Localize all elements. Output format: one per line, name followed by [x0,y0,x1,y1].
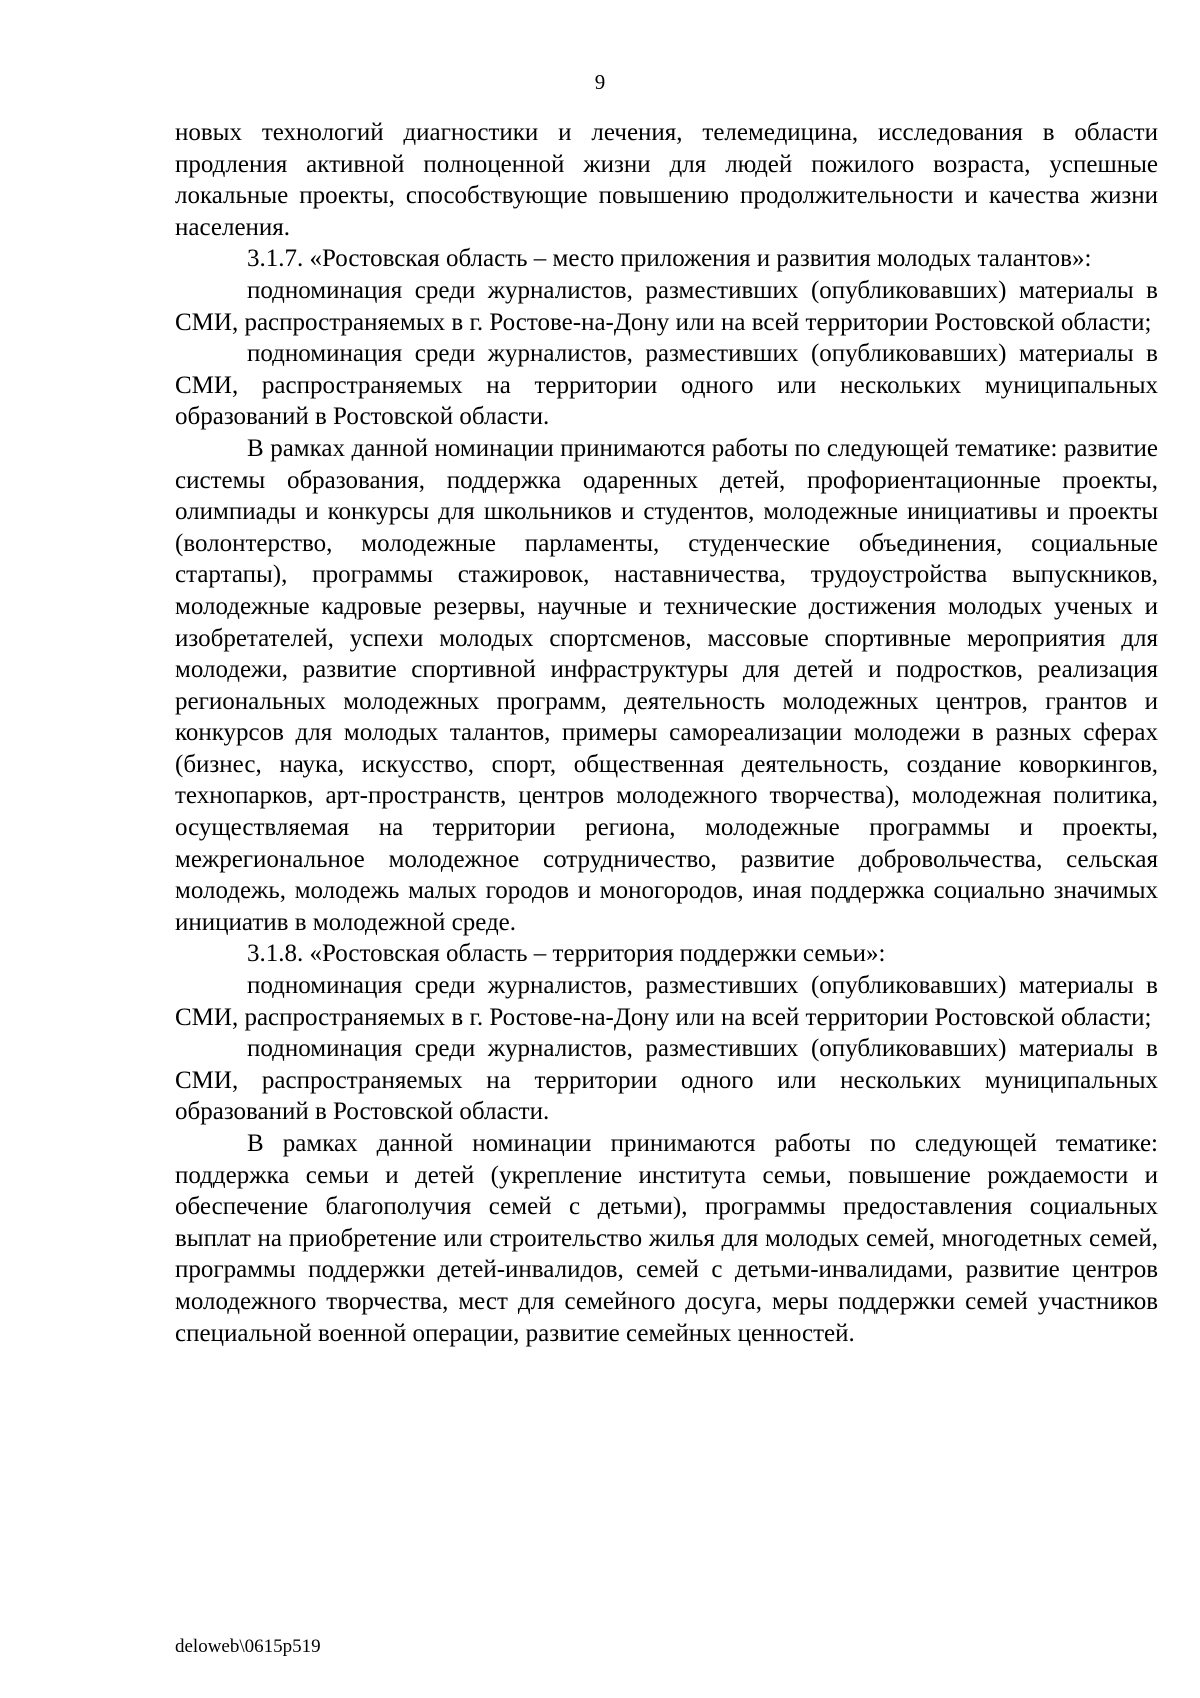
subnomination-regional-media: подноминация среди журналистов, разместивших (опубликовавших) материалы в СМИ, распространяемых в г. Ростове-на-Дону или на всей территории Ростовской области; [175,972,1158,1031]
section-3-1-8-topics: В рамках данной номинации принимаются работы по следующей тематике: поддержка семьи и детей (укрепление института семьи, повышение рождаемости и обеспечение благополучия семей с детьми), программы предоставления социальных выплат на приобретение или строительство жилья для молодых семей, многодетных семей, программы поддержки детей-инвалидов, семей с детьми-инвалидами, развитие центров молодежного творчества, мест для семейного досуга, меры поддержки семей участников специальной военной операции, развитие семейных ценностей. [175,1130,1158,1347]
section-3-1-7-heading: 3.1.7. «Ростовская область – место приложения и развития молодых талантов»: [247,245,1092,273]
subnomination-municipal-media: подноминация среди журналистов, разместивших (опубликовавших) материалы в СМИ, распространяемых на территории одного или нескольких муниципальных образований в Ростовской области. [175,1035,1158,1126]
subnomination-regional-media: подноминация среди журналистов, разместивших (опубликовавших) материалы в СМИ, распространяемых в г. Ростове-на-Дону или на всей территории Ростовской области; [175,276,1158,336]
paragraph-intro-continuation: новых технологий диагностики и лечения, телемедицина, исследования в области продления активной полноценной жизни для людей пожилого возраста, успешные локальные проекты, способствующие повышению продолжительности и качества жизни населения. [175,119,1158,241]
subnomination-municipal-media: подноминация среди журналистов, разместивших (опубликовавших) материалы в СМИ, распространяемых на территории одного или нескольких муниципальных образований в Ростовской области. [175,340,1158,431]
page-number: 9 [594,70,606,94]
section-3-1-7-topics: В рамках данной номинации принимаются работы по следующей тематике: развитие системы образования, поддержка одаренных детей, профориентационные проекты, олимпиады и конкурсы для школьников и студентов, молодежные инициативы и проекты (волонтерство, молодежные парламенты, студенческие объединения, социальные стартапы), программы стажировок, наставничества, трудоустройства выпускников, молодежные кадровые резервы, научные и технические достижения молодых ученых и изобретателей, успехи молодых спортсменов, массовые спортивные мероприятия для молодежи, развитие спортивной инфраструктуры для детей и подростков, реализация региональных молодежных программ, деятельность молодежных центров, грантов и конкурсов для молодых талантов, примеры самореализации молодежи в разных сферах (бизнес, наука, искусство, спорт, общественная деятельность, создание коворкингов, технопарков, арт-пространств, центров молодежного творчества), молодежная политика, осуществляемая на территории региона, молодежные программы и проекты, межрегиональное молодежное сотрудничество, развитие добровольчества, сельская молодежь, молодежь малых городов и моногородов, иная поддержка социально значимых инициатив в молодежной среде. [175,434,1158,936]
document-code: deloweb\0615p519 [175,1636,321,1657]
document-body [175,117,1158,1349]
section-3-1-8-heading: 3.1.8. «Ростовская область – территория поддержки семьи»: [247,940,886,968]
